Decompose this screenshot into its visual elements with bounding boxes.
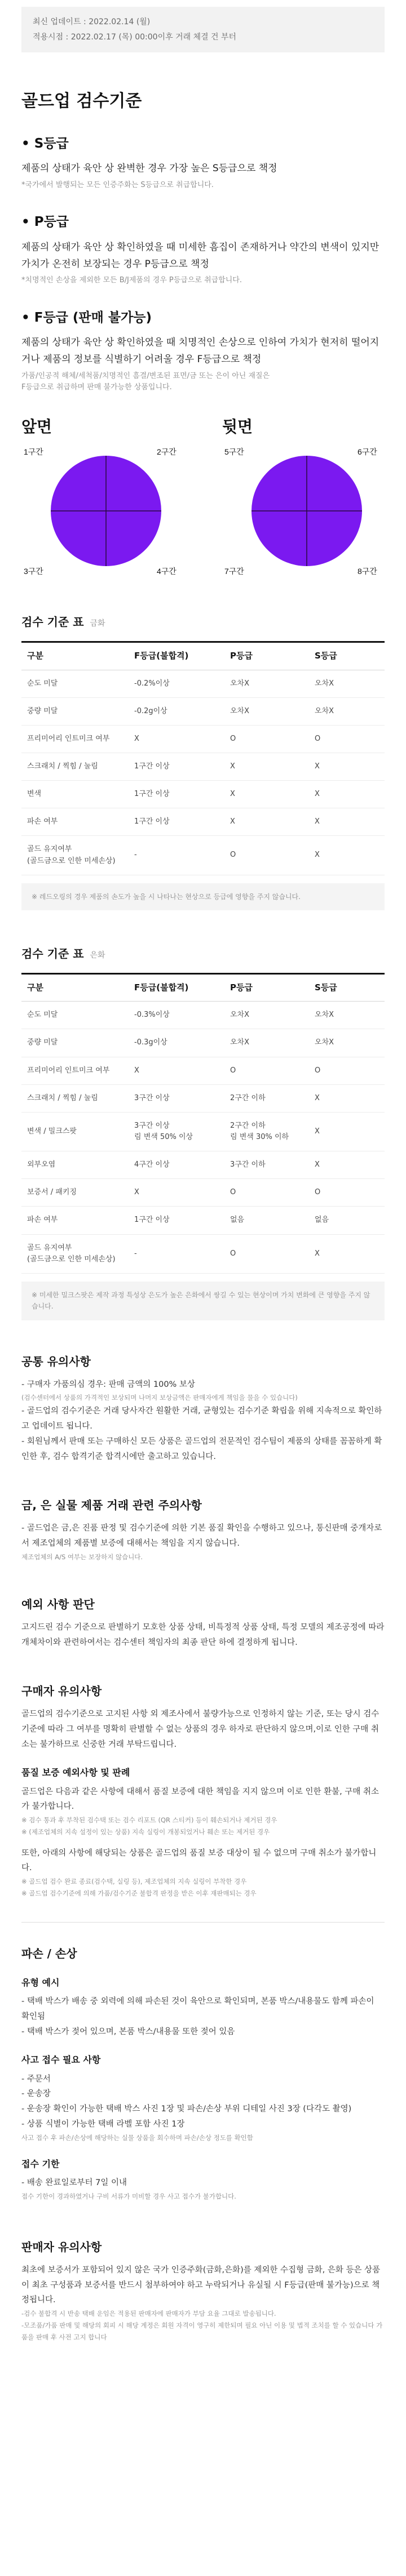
table-cell: X — [309, 781, 385, 808]
table-cell: 1구간 이상 — [129, 781, 224, 808]
zone-7-label: 7구간 — [224, 567, 244, 576]
damage-section — [21, 1945, 385, 2203]
table-cell: 3구간 이하 — [224, 1151, 309, 1179]
table-cell: 오차X — [224, 697, 309, 725]
grade-description: 제품의 상태가 육안 상 확인하였을 때 미세한 흠집이 존재하거나 약간의 변색이 있지만 가치가 온전히 보장되는 경우 P등급으로 책정 — [21, 241, 379, 270]
table-row — [21, 697, 385, 725]
table-header-cell: S등급 — [309, 975, 385, 1002]
table-row — [21, 836, 385, 875]
update-info-box — [21, 7, 385, 52]
table-cell: X — [224, 781, 309, 808]
table-row — [21, 1234, 385, 1273]
table-row — [21, 753, 385, 780]
damage-required-note: 사고 접수 후 파손/손상에 해당하는 실물 상품을 회수하며 파손/손상 정도를 확인함 — [21, 2133, 253, 2142]
table-row — [21, 1179, 385, 1207]
common-small-note: (검수센터에서 상품의 가격적인 보상되며 나머지 보상금액은 판매자에게 책임을 물을 수 있습니다) — [21, 1394, 298, 1402]
damage-required-title: 사고 접수 필요 사항 — [21, 2054, 101, 2065]
table-cell: 1구간 이상 — [129, 808, 224, 836]
table-cell: X — [224, 753, 309, 780]
table-cell: 스크래치 / 찍힘 / 눌림 — [21, 1084, 129, 1112]
common-notice-section — [21, 1353, 385, 1465]
apply-date: 적용시점 : 2022.02.17 (목) 00:00이후 거래 체결 건 부터 — [33, 32, 237, 42]
zone-8-label: 8구간 — [358, 567, 377, 576]
table-cell: 오차X — [224, 1002, 309, 1029]
damage-title: 파손 / 손상 — [21, 1946, 77, 1960]
gold-criteria-table — [21, 643, 385, 875]
table-cell: X — [129, 1057, 224, 1084]
damage-required-line-4: - 상품 식별이 가능한 택배 라벨 포함 사진 1장 — [21, 2120, 185, 2129]
grade-title: • S등급 — [21, 136, 69, 151]
table-row — [21, 1151, 385, 1179]
common-line-1: - 구매자 가품의심 경우: 판매 금액의 100% 보상 — [21, 1380, 195, 1389]
table-cell: O — [224, 1179, 309, 1207]
back-face — [222, 415, 391, 579]
table-cell: X — [129, 1179, 224, 1207]
grade-note: F등급으로 취급하며 판매 불가능한 상품입니다. — [21, 382, 172, 391]
table-row — [21, 1112, 385, 1151]
table-row — [21, 781, 385, 808]
table-cell: - — [129, 1234, 224, 1273]
seller-notice-text: 최초에 보증서가 포함되어 있지 않은 국가 인증주화(금화,은화)를 제외한 수집형 금화, 은화 등은 상품이 최초 구성품과 보증서를 반드시 첨부하여야 하고 누락되거나 유실될 시 F등급(판매 불가능)으로 책정됩니다. — [21, 2265, 381, 2305]
table-cell: X — [309, 808, 385, 836]
table-cell: X — [309, 836, 385, 875]
buyer-notice-title: 구매자 유의사항 — [21, 1684, 102, 1698]
table-row — [21, 725, 385, 753]
table-cell: 보증서 / 패키징 — [21, 1179, 129, 1207]
table-cell: 외부오염 — [21, 1151, 129, 1179]
table-header-cell: F등급(불합격) — [129, 975, 224, 1002]
page-title: 골드업 검수기준 — [21, 91, 142, 112]
table-cell: O — [309, 1057, 385, 1084]
warranty-exception-title: 품질 보증 예외사항 및 판례 — [21, 1767, 130, 1778]
table-cell: 순도 미달 — [21, 1002, 129, 1029]
table-row — [21, 1084, 385, 1112]
zone-1-label: 1구간 — [24, 447, 43, 457]
table-cell: O — [224, 836, 309, 875]
grade-description: 제품의 상태가 육안 상 완벽한 경우 가장 높은 S등급으로 책정 — [21, 163, 277, 175]
exception-section — [21, 1596, 385, 1650]
table-row — [21, 1057, 385, 1084]
common-notice-title: 공통 유의사항 — [21, 1354, 91, 1368]
table-cell: 순도 미달 — [21, 670, 129, 697]
zone-2-label: 2구간 — [157, 447, 176, 457]
table-cell: 중량 미달 — [21, 1029, 129, 1057]
buyer-notice-section — [21, 1683, 385, 1899]
zone-4-label: 4구간 — [157, 567, 176, 576]
table-cell: -0.3g이상 — [129, 1029, 224, 1057]
table-row — [21, 1002, 385, 1029]
grade-block — [21, 212, 385, 286]
table-header-cell: F등급(불합격) — [129, 643, 224, 670]
damage-deadline-note: 접수 기한이 경과하였거나 구비 서류가 미비할 경우 사고 접수가 불가합니다. — [21, 2192, 236, 2201]
gold-table-note: ※ 레드오링의 경우 제품의 손도가 높을 시 나타나는 현상으로 등급에 영향을 주지 않습니다. — [21, 883, 385, 910]
gold-silver-notice-section — [21, 1497, 385, 1563]
back-coin-diagram — [222, 443, 391, 579]
table-cell: X — [309, 1151, 385, 1179]
table-cell: 없음 — [309, 1207, 385, 1234]
table-cell: X — [129, 725, 224, 753]
damage-type-line-1: - 택배 박스가 배송 중 외력에 의해 파손된 것이 육안으로 확인되며, 본품 박스/내용물도 함께 파손이 확인됨 — [21, 1997, 374, 2022]
table-row — [21, 670, 385, 697]
table-cell: 파손 여부 — [21, 808, 129, 836]
table-cell: 골드 유지여부 (골드금으로 인한 미세손상) — [21, 836, 129, 875]
table-cell: 없음 — [224, 1207, 309, 1234]
table-cell: 프리미어리 인트미크 여부 — [21, 1057, 129, 1084]
seller-notice-note-1: -검수 불합격 시 반송 택배 운임은 적용된 판매자에 판매자가 부담 요율 그대로 발송됩니다. — [21, 2310, 276, 2318]
seller-notice-title: 판매자 유의사항 — [21, 2240, 102, 2254]
grade-note: *치명적인 손상을 제외한 모든 B/J제품의 경우 P등급으로 취급합니다. — [21, 276, 242, 285]
damage-type-title: 유형 예시 — [21, 1977, 60, 1988]
table-cell: 프리미어리 인트미크 여부 — [21, 725, 129, 753]
table-cell: 2구간 이하 — [224, 1084, 309, 1112]
gold-silver-notice-title: 금, 은 실물 제품 거래 관련 주의사항 — [21, 1498, 202, 1512]
buyer-notice-note-3: ※ 골드업 검수 완료 종료(검수택, 실링 등), 제조업체의 지속 실링이 부착한 경우 — [21, 1878, 247, 1886]
table-cell: 오차X — [309, 670, 385, 697]
exception-text: 고지드린 검수 기준으로 판별하기 모호한 상품 상태, 비특정적 상품 상태, 특정 모델의 제조공정에 따라 개체차이와 관련하여서는 검수센터 책임자의 최종 판단 하에 결정하게 됩니다. — [21, 1622, 385, 1647]
table-header-cell: 구분 — [21, 975, 129, 1002]
table-cell: 오차X — [309, 1002, 385, 1029]
table-cell: X — [224, 808, 309, 836]
table-cell: 4구간 이상 — [129, 1151, 224, 1179]
table-cell: O — [224, 725, 309, 753]
section-divider — [21, 1922, 385, 1923]
damage-type-line-2: - 택배 박스가 젖어 있으며, 본품 박스/내용물 또한 젖어 있음 — [21, 2027, 235, 2036]
warranty-exception-text: 골드업은 다음과 같은 사항에 대해서 품질 보증에 대한 책임을 지지 않으며 이로 인한 환불, 구매 취소가 불가합니다. — [21, 1787, 379, 1812]
table-cell: O — [309, 725, 385, 753]
zone-6-label: 6구간 — [358, 447, 377, 457]
seller-notice-note-2: -모조품/가품 판매 및 해당의 회피 시 해당 계정은 회원 자격이 영구히 제한되며 필요 아닌 이용 및 법적 조치를 할 수 있습니다 가품을 판매 후 사전 고지 합니다 — [21, 2321, 383, 2341]
table-cell: 파손 여부 — [21, 1207, 129, 1234]
table-cell: 오차X — [309, 1029, 385, 1057]
table-cell: 변색 — [21, 781, 129, 808]
table-cell: X — [309, 1084, 385, 1112]
table-cell: 오차X — [309, 697, 385, 725]
table-cell: -0.3%이상 — [129, 1002, 224, 1029]
table-cell: O — [224, 1057, 309, 1084]
table-header-cell: P등급 — [224, 643, 309, 670]
damage-required-line-1: - 주문서 — [21, 2074, 51, 2084]
gold-table-subtitle: 금화 — [90, 619, 105, 629]
table-cell: -0.2g이상 — [129, 697, 224, 725]
buyer-notice-note-4: ※ 골드업 검수기준에 의해 가품/검수기준 불합격 판정을 받은 이후 재판매되는 경우 — [21, 1889, 257, 1897]
warranty-exception-note-2: ※ (제조업체의 지속 설정이 있는 상품) 지속 실링이 개봉되었거나 훼손 또는 제거된 경우 — [21, 1827, 270, 1836]
table-header-cell: 구분 — [21, 643, 129, 670]
table-cell: 1구간 이상 — [129, 753, 224, 780]
front-coin-diagram — [21, 443, 191, 579]
seller-notice-section — [21, 2239, 385, 2343]
grade-block — [21, 308, 385, 393]
table-cell: 변색 / 밀크스팟 — [21, 1112, 129, 1151]
gold-table-title: 검수 기준 표 — [21, 615, 84, 629]
table-row — [21, 1207, 385, 1234]
table-cell: X — [309, 1234, 385, 1273]
table-cell: 2구간 이하 림 변색 30% 이하 — [224, 1112, 309, 1151]
table-cell: - — [129, 836, 224, 875]
silver-criteria-table — [21, 975, 385, 1274]
grade-description: 제품의 상태가 육안 상 확인하였을 때 치명적인 손상으로 인하여 가치가 현저히 떨어지거나 제품의 정보를 식별하기 어려울 경우 F등급으로 책정 — [21, 337, 379, 365]
table-cell: X — [309, 1112, 385, 1151]
grade-note: *국가에서 발행되는 모든 인증주화는 S등급으로 취급합니다. — [21, 181, 214, 190]
table-header-row — [21, 975, 385, 1002]
grade-title: • F등급 (판매 불가능) — [21, 310, 152, 325]
table-cell: O — [309, 1179, 385, 1207]
zone-5-label: 5구간 — [224, 447, 244, 457]
front-face-title: 앞면 — [21, 417, 52, 436]
table-header-cell: P등급 — [224, 975, 309, 1002]
silver-table-note: ※ 미세한 밀크스팟은 제작 과정 특성상 은도가 높은 은화에서 쌍길 수 있는 현상이며 가치 변화에 큰 영향을 주지 않습니다. — [21, 1282, 385, 1320]
buyer-notice-text: 골드업의 검수기준으로 고지된 사항 외 제조사에서 불량가능으로 인정하지 않는 기준, 또는 당시 검수기준에 따라 그 여부를 명확히 판별할 수 없는 상품의 경우 하자로 판단하지 않으며,이로 인한 구매 취소는 불가하므로 신중한 거래 부탁드립니다. — [21, 1710, 379, 1749]
table-cell: 골드 유지여부 (골드금으로 인한 미세손상) — [21, 1234, 129, 1273]
table-cell: O — [224, 1234, 309, 1273]
front-face — [21, 415, 191, 579]
grade-block — [21, 134, 385, 192]
table-header-cell: S등급 — [309, 643, 385, 670]
table-cell: 오차X — [224, 670, 309, 697]
back-face-title: 뒷면 — [222, 417, 253, 436]
buyer-notice-text-2: 또한, 아래의 사항에 해당되는 상품은 골드업의 품질 보증 대상이 될 수 없으며 구매 취소가 불가합니다. — [21, 1848, 377, 1873]
table-cell: 중량 미달 — [21, 697, 129, 725]
grade-note: 가품/인공적 해체/세척품/치명적인 흠결/변조된 표면/금 또는 은이 아닌 재질은 — [21, 371, 270, 380]
damage-required-line-2: - 운송장 — [21, 2089, 51, 2099]
zone-3-label: 3구간 — [24, 567, 43, 576]
table-cell: -0.2%이상 — [129, 670, 224, 697]
silver-table-title: 검수 기준 표 — [21, 947, 84, 961]
common-line-2: - 골드업의 검수기준은 거래 당사자간 원활한 거래, 균형있는 검수기준 확립을 위해 지속적으로 확인하고 업데이트 됩니다. — [21, 1407, 382, 1431]
coin-zone-diagrams — [21, 415, 385, 579]
update-date: 최신 업데이트 : 2022.02.14 (월) — [33, 17, 151, 26]
table-row — [21, 808, 385, 836]
silver-table-heading — [21, 945, 385, 963]
gold-silver-notice-text: - 골드업은 금,은 진품 판정 및 검수기준에 의한 기본 품질 확인을 수행하고 있으나, 통신판매 중개자로서 제조업체의 제품별 보증에 대해서는 책임을 지지 않습니다. — [21, 1524, 382, 1549]
gold-table-heading — [21, 613, 385, 631]
gold-silver-notice-small: 제조업체의 A/S 여부는 보장하지 않습니다. — [21, 1553, 143, 1561]
table-cell: 1구간 이상 — [129, 1207, 224, 1234]
damage-deadline-title: 접수 기한 — [21, 2158, 60, 2169]
damage-deadline-text: - 배송 완료일로부터 7일 이내 — [21, 2178, 127, 2188]
silver-table-subtitle: 은화 — [90, 951, 105, 960]
table-cell: 3구간 이상 — [129, 1084, 224, 1112]
table-cell: 스크래치 / 찍힘 / 눌림 — [21, 753, 129, 780]
warranty-exception-note-1: ※ 검수 통과 후 부착된 검수택 또는 검수 리포트 (QR 스티커) 등이 훼손되거나 제거된 경우 — [21, 1816, 277, 1825]
damage-required-line-3: - 운송장 확인이 가능한 택배 박스 사진 1장 및 파손/손상 부위 디테일 사진 3장 (다각도 촬영) — [21, 2105, 352, 2114]
table-cell: 오차X — [224, 1029, 309, 1057]
grade-title: • P등급 — [21, 215, 69, 230]
table-cell: X — [309, 753, 385, 780]
common-line-3: - 회원님께서 판매 또는 구매하신 모든 상품은 골드업의 전문적인 검수팀이 제품의 상태를 꼼꼼하게 확인한 후, 검수 합격기준 합격시에만 출고하고 있습니다. — [21, 1436, 382, 1461]
table-row — [21, 1029, 385, 1057]
table-cell: 3구간 이상 림 변색 50% 이상 — [129, 1112, 224, 1151]
table-header-row — [21, 643, 385, 670]
exception-title: 예외 사항 판단 — [21, 1597, 95, 1611]
